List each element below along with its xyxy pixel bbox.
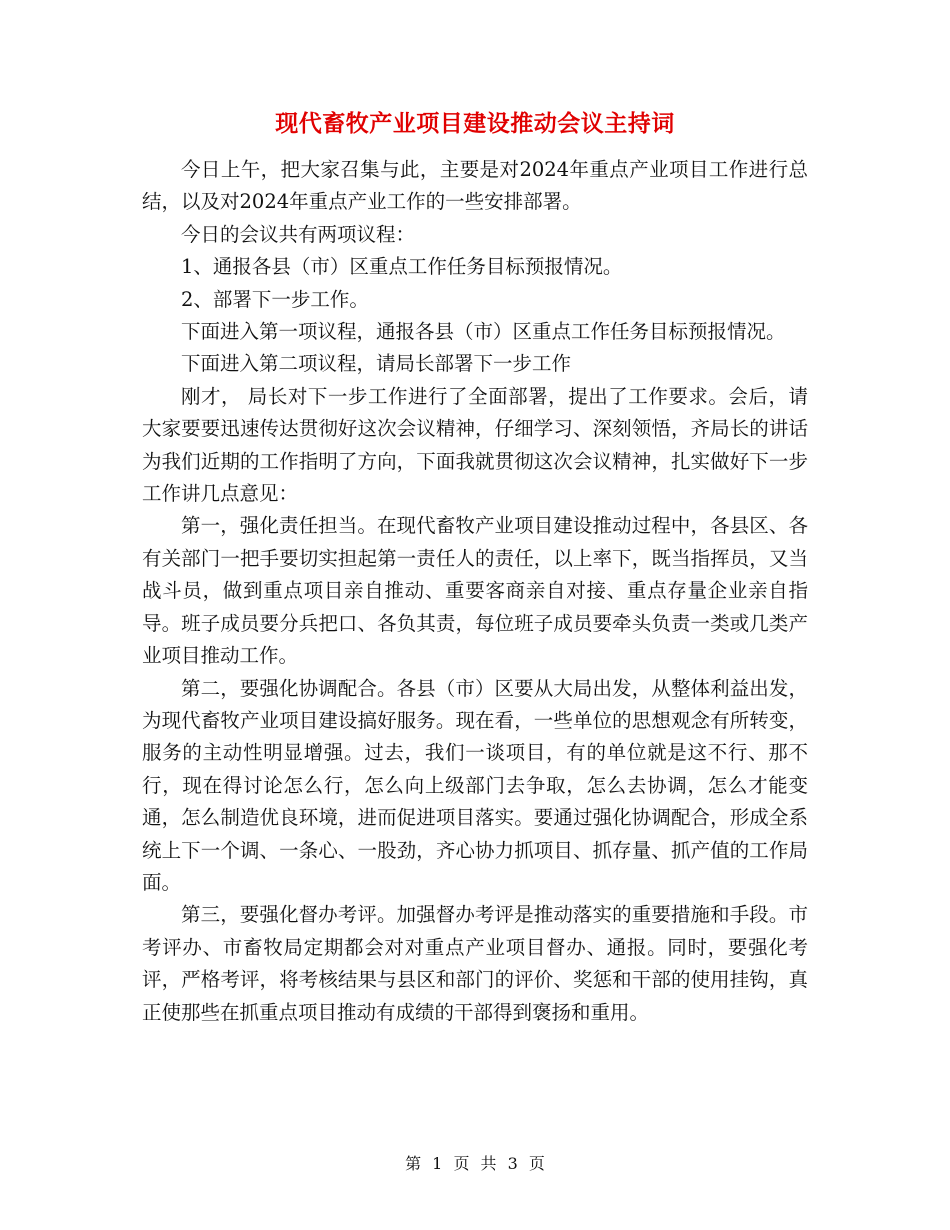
paragraph: 下面进入第一项议程，通报各县（市）区重点工作任务目标预报情况。 bbox=[181, 320, 786, 344]
paragraph: 第二，要强化协调配合。各县（市）区要从大局出发，从整体利益出发，为现代畜牧产业项目建设搞好服务。现在看，一些单位的思想观念有所转变，服务的主动性明显增强。过去，我们一谈项目，有的单位就是这不行、那不行，现在得讨论怎么行，怎么向上级部门去争取，怎么去协调，怎么才能变通，怎么制造优良环境，进而促进项目落实。要通过强化协调配合，形成全系统上下一个调、一条心、一股劲，齐心协力抓项目、抓存量、抓产值的工作局面。 bbox=[142, 676, 808, 894]
paragraph: 下面进入第二项议程，请局长部署下一步工作 bbox=[181, 352, 572, 376]
paragraph: 今日的会议共有两项议程： bbox=[181, 222, 416, 246]
paragraph: 2、部署下一步工作。 bbox=[181, 287, 369, 311]
paragraph: 今日上午，把大家召集与此，主要是对2024年重点产业项目工作进行总结，以及对2024年重点产业工作的一些安排部署。 bbox=[142, 158, 808, 214]
paragraph: 1、通报各县（市）区重点工作任务目标预报情况。 bbox=[181, 255, 623, 279]
paragraph: 第一，强化责任担当。在现代畜牧产业项目建设推动过程中，各县区、各有关部门一把手要切实担起第一责任人的责任，以上率下，既当指挥员，又当战斗员，做到重点项目亲自推动、重要客商亲自对接、重点存量企业亲自指导。班子成员要分兵把口、各负其责，每位班子成员要牵头负责一类或几类产业项目推动工作。 bbox=[142, 514, 808, 668]
document-title: 现代畜牧产业项目建设推动会议主持词 bbox=[275, 111, 675, 137]
page-footer: 第 1 页 共 3 页 bbox=[405, 1154, 545, 1173]
paragraph: 刚才， 局长对下一步工作进行了全面部署，提出了工作要求。会后，请大家要要迅速传达贯彻好这次会议精神，仔细学习、深刻领悟，齐局长的讲话为我们近期的工作指明了方向，下面我就贯彻这次会议精神，扎实做好下一步工作讲几点意见： bbox=[142, 384, 808, 506]
document-body bbox=[142, 154, 808, 1029]
paragraph: 第三，要强化督办考评。加强督办考评是推动落实的重要措施和手段。市考评办、市畜牧局定期都会对对重点产业项目督办、通报。同时，要强化考评，严格考评，将考核结果与县区和部门的评价、奖惩和干部的使用挂钩，真正使那些在抓重点项目推动有成绩的干部得到褒扬和重用。 bbox=[142, 903, 808, 1024]
